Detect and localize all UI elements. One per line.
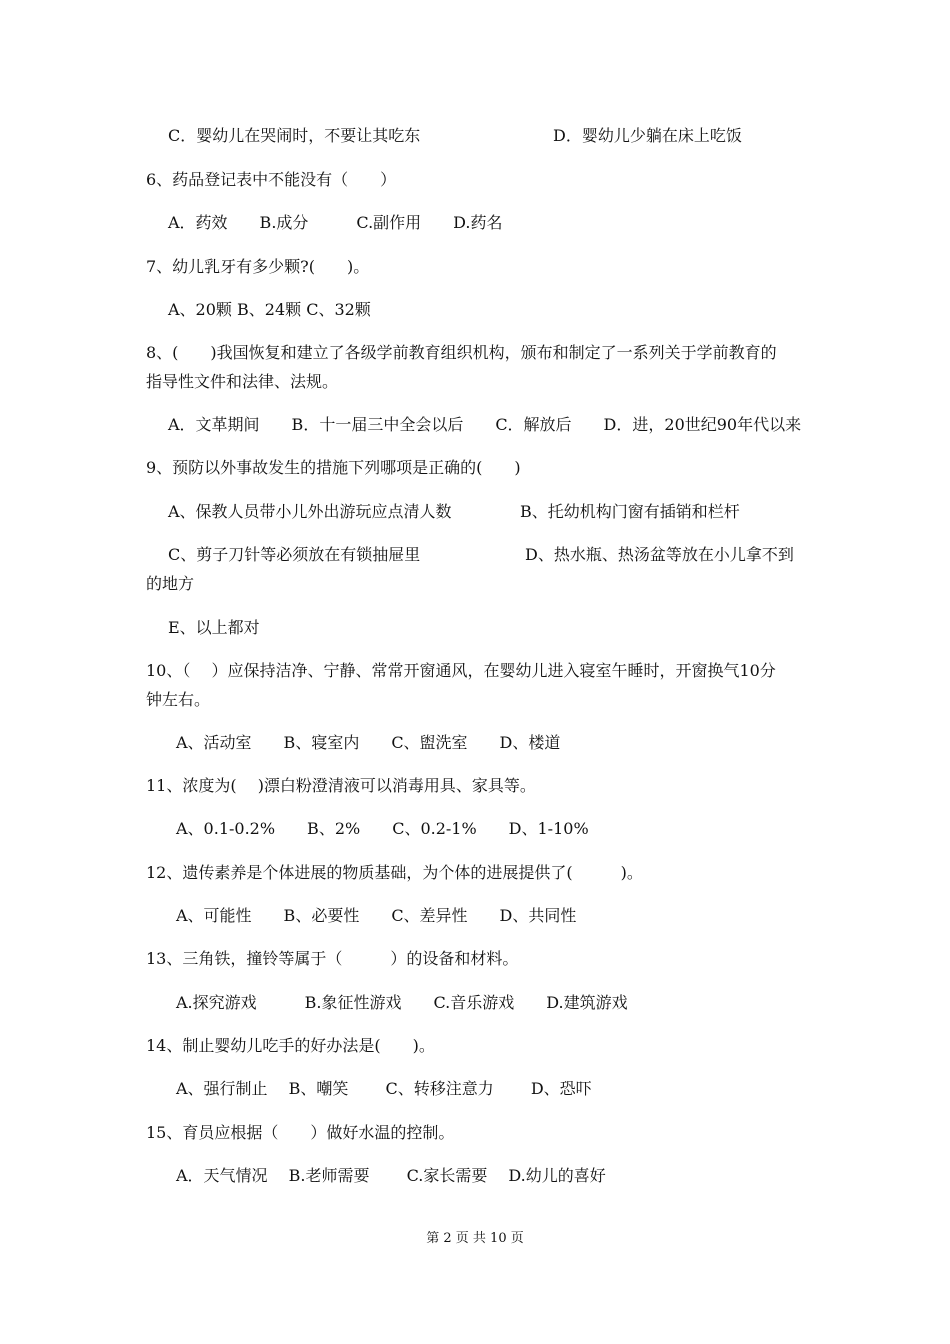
question-9-option-b: B、托幼机构门窗有插销和栏杆 — [520, 502, 740, 521]
question-8-continued: 指导性文件和法律、法规。 — [146, 372, 339, 391]
question-10-continued: 钟左右。 — [146, 690, 211, 709]
question-9-option-e: E、以上都对 — [168, 618, 260, 637]
question-9-option-d-continued: 的地方 — [146, 574, 195, 593]
question-10: 10、（ ）应保持洁净、宁静、常常开窗通风，在婴幼儿进入寝室午睡时，开窗换气10分 — [146, 661, 776, 680]
question-9-option-c: C、剪子刀针等必须放在有锁抽屉里 — [168, 545, 421, 564]
question-14: 14、制止婴幼儿吃手的好办法是( )。 — [146, 1036, 435, 1055]
question-15: 15、育员应根据（ ）做好水温的控制。 — [146, 1123, 455, 1142]
question-12-options: A、可能性 B、必要性 C、差异性 D、共同性 — [176, 906, 577, 925]
question-6-options: A．药效 B.成分 C.副作用 D.药名 — [168, 213, 503, 232]
question-13: 13、三角铁，撞铃等属于（ ）的设备和材料。 — [146, 949, 519, 968]
question-14-options: A、强行制止 B、嘲笑 C、转移注意力 D、恐吓 — [176, 1079, 592, 1098]
question-9: 9、预防以外事故发生的措施下列哪项是正确的( ) — [146, 458, 521, 477]
question-11-options: A、0.1-0.2% B、2% C、0.2-1% D、1-10% — [176, 819, 589, 838]
question-11: 11、浓度为( )漂白粉澄清液可以消毒用具、家具等。 — [146, 776, 536, 795]
question-13-options: A.探究游戏 B.象征性游戏 C.音乐游戏 D.建筑游戏 — [176, 993, 628, 1012]
question-9-option-a: A、保教人员带小儿外出游玩应点清人数 — [168, 502, 452, 521]
question-10-options: A、活动室 B、寝室内 C、盥洗室 D、楼道 — [176, 733, 561, 752]
page-footer: 第 2 页 共 10 页 — [426, 1231, 524, 1246]
question-7-options: A、20颗 B、24颗 C、32颗 — [168, 300, 371, 319]
question-15-options: A．天气情况 B.老师需要 C.家长需要 D.幼儿的喜好 — [176, 1166, 606, 1185]
q5-option-d: D．婴幼儿少躺在床上吃饭 — [553, 126, 742, 145]
question-8-options: A．文革期间 B．十一届三中全会以后 C．解放后 D．进，20世纪90年代以来 — [168, 415, 802, 434]
q5-option-c: C．婴幼儿在哭闹时，不要让其吃东 — [168, 126, 421, 145]
question-6: 6、药品登记表中不能没有（ ） — [146, 170, 397, 189]
question-8: 8、( )我国恢复和建立了各级学前教育组织机构，颁布和制定了一系列关于学前教育的 — [146, 343, 777, 362]
question-9-option-d: D、热水瓶、热汤盆等放在小儿拿不到 — [525, 545, 794, 564]
question-12: 12、遗传素养是个体进展的物质基础，为个体的进展提供了( )。 — [146, 863, 643, 882]
question-7: 7、幼儿乳牙有多少颗?( )。 — [146, 257, 370, 276]
